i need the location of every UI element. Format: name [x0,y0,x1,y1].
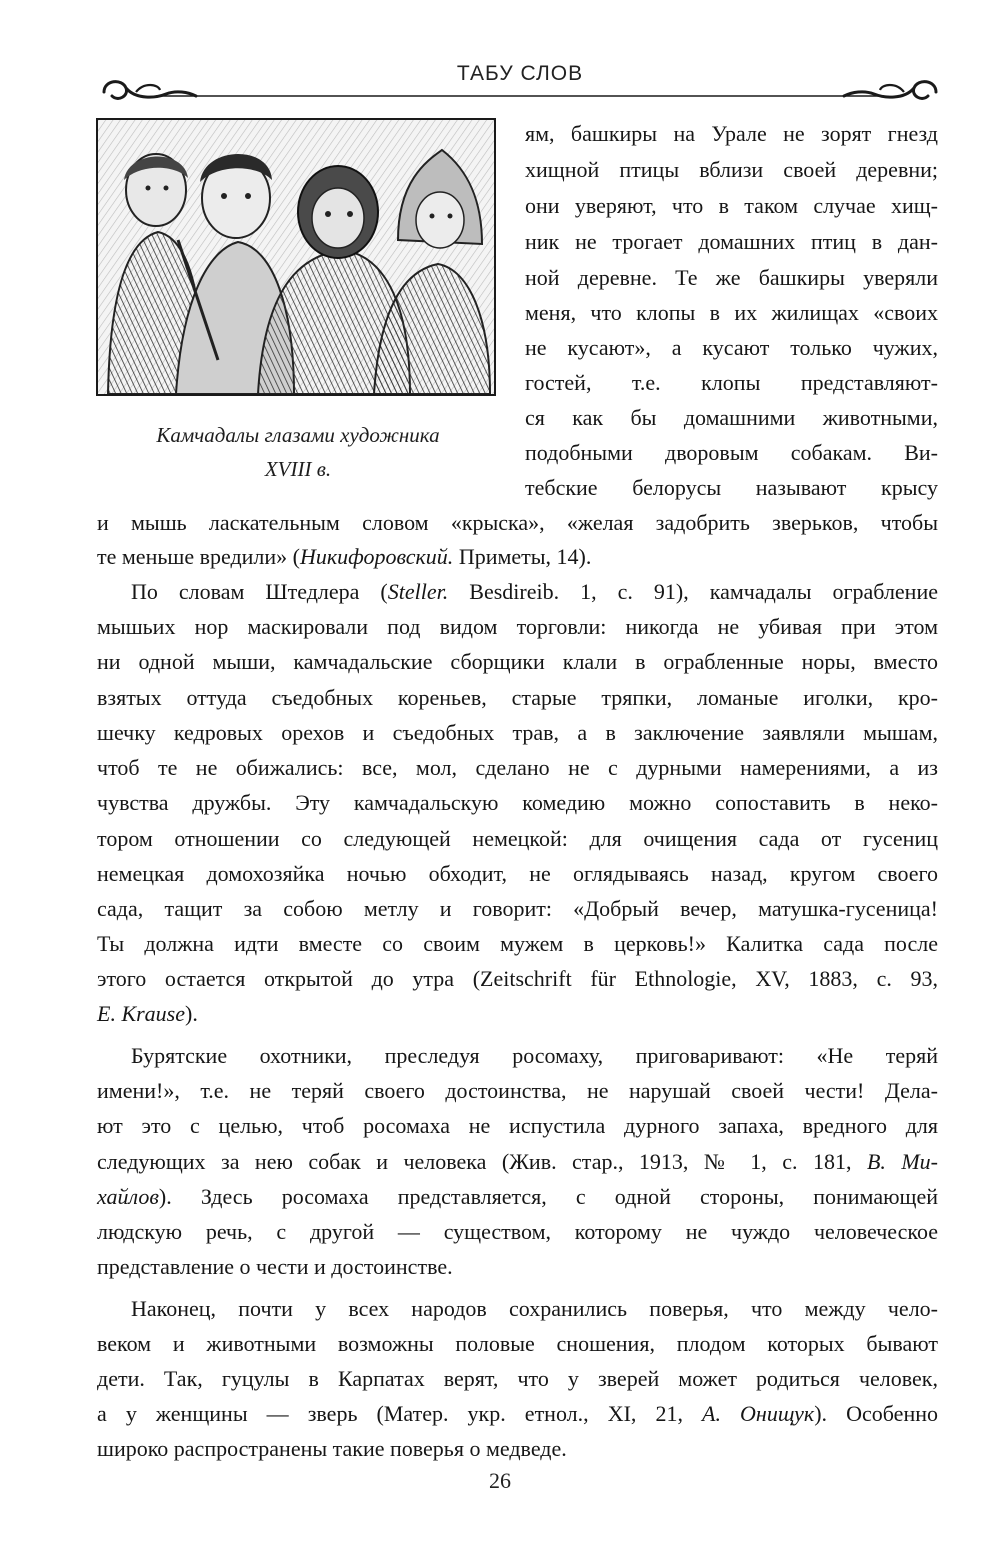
text-line: они уверяют, что в таком случае хищ- [525,193,938,218]
text-line: взятых оттуда съедобных кореньев, старые тряпки, ломаные иголки, кро- [97,685,938,710]
paragraph-start: Наконец, почти у всех народов сохранились поверья, что между чело- [131,1296,938,1321]
text-line: ся как бы домашними животными, [525,405,938,430]
engraving-illustration-icon [98,120,494,394]
text-line: ник не трогает домашних птиц в дан- [525,229,938,254]
text-line: мышьих нор маскировали под видом торговли: никогда не убивая при этом [97,614,938,639]
text-line: сада, тащит за собою метлу и говорит: «Добрый вечер, матушка-гусеница! [97,896,938,921]
text-line: ни одной мыши, камчадальские сборщики клали в ограбленные норы, вместо [97,649,938,674]
running-header [96,58,944,108]
text-line: следующих за нею собак и человека (Жив. стар., 1913, № 1, с. 181, В. Ми- [97,1149,938,1174]
caption-line: XVIII в. [264,457,332,481]
author-ref: E. Krause [97,1001,185,1026]
page-number: 26 [489,1468,511,1493]
author-ref: А. Онищук [702,1401,815,1426]
text-line: представление о чести и достоинстве. [97,1254,453,1279]
text-line: дети. Так, гуцулы в Карпатах верят, что у зверей может родиться человек, [97,1366,938,1391]
text-line: ют это с целью, чтоб росомаха не испустила дурного запаха, вредного для [97,1113,938,1138]
author-ref: Steller. [387,579,449,604]
author-ref: В. Ми- [866,1149,938,1174]
text-line: хищной птицы вблизи своей деревни; [525,157,938,182]
paragraph-start: Бурятские охотники, преследуя росомаху, приговаривают: «Не теряй [131,1043,938,1068]
text-line: подобными дворовым собакам. Ви- [525,440,938,465]
paragraph-start: По словам Штедлера (Steller. Besdireib. 1, с. 91), камчадалы ограбление [131,579,938,604]
text-line: Ты должна идти вместе со своим мужем в церковь!» Калитка сада после [97,931,938,956]
text-line: чтоб те не обижались: все, мол, сделано не с дурными намерениями, а из [97,755,938,780]
text-line: чувства дружбы. Эту камчадальскую комедию можно сопоставить в неко- [97,790,938,815]
text-line: и мышь ласкательным словом «крыска», «желая задобрить зверьков, чтобы [97,510,938,535]
text-line: людскую речь, с другой — существом, которому не чуждо человеческое [97,1219,938,1244]
text-line: не кусают», а кусают только чужих, [525,335,938,360]
text-line: веком и животными возможны половые сношения, плодом которых бывают [97,1331,938,1356]
text-line: меня, что клопы в их жилищах «своих [525,300,938,325]
header-title: ТАБУ СЛОВ [456,62,584,85]
text-line: шечку кедровых орехов и съедобных трав, а в заключение заявляли мышам, [97,720,938,745]
text-line: немецкая домохозяйка ночью обходит, не оглядываясь назад, кругом своего [97,861,938,886]
text-line: имени!», т.е. не теряй своего достоинства, не нарушай своей чести! Дела- [97,1078,938,1103]
author-ref: Никифоровский. [299,544,454,569]
text-line: те меньше вредили» (Никифоровский. Приметы, 14). [97,544,592,569]
text-line: хайлов). Здесь росомаха представляется, с одной стороны, понимающей [97,1184,938,1209]
text-line: E. Krause). [97,1001,198,1026]
text-line: тебские белорусы называют крысу [525,475,938,500]
text-line: а у женщины — зверь (Матер. укр. етнол., XI, 21, А. Онищук). Особенно [97,1401,938,1426]
author-ref: хайлов [97,1184,159,1209]
text-line: ной деревне. Те же башкиры уверяли [525,265,938,290]
text-line: тором отношении со следующей немецкой: для очищения сада от гусениц [97,826,938,851]
figure-image [96,118,496,396]
text-line: ям, башкиры на Урале не зорят гнезд [525,121,938,146]
caption-line: Камчадалы глазами художника [156,423,440,447]
text-line: широко распространены такие поверья о медведе. [97,1436,567,1461]
text-line: гостей, т.е. клопы представляют- [525,370,938,395]
figure-caption [96,418,500,486]
text-line: этого остается открытой до утра (Zeitschrift für Ethnologie, XV, 1883, с. 93, [97,966,938,991]
